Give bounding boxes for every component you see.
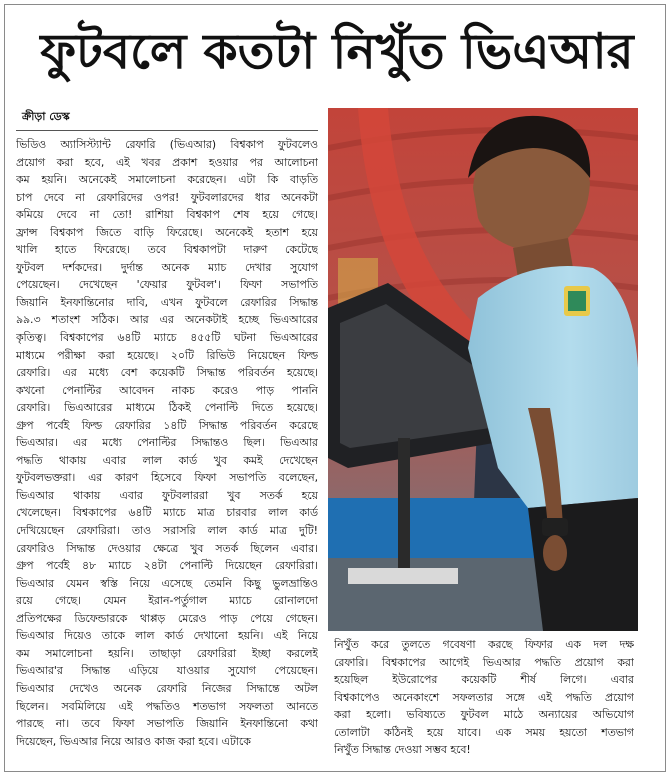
article-line: ফুটবলভক্তরা। এর কারণ হিসেবে ফিফা সভাপতি বলেছেন,: [16, 471, 318, 485]
article-line: কম সমালোচনা হয়নি। তাছাড়া রেফারিরা ইচ্ছা করলেই: [16, 646, 318, 660]
article-body-left-column: [16, 136, 318, 766]
article-line: ভিডিও অ্যাসিস্ট্যান্ট রেফারি (ভিএআর) বিশ্বকাপ ফুটবলেও: [16, 138, 318, 151]
article-line: জিয়ানি ইনফান্তিনোর দাবি, এখন ফুটবলে রেফারির সিদ্ধান্ত: [16, 295, 318, 309]
article-line: খেলেছেন। বিশ্বকাপের ৬৪টি ম্যাচে মাত্র চারবার লাল কার্ড: [16, 506, 318, 520]
article-photo: [328, 108, 638, 631]
headline: ফুটবলে কতটা নিখুঁত ভিএআর: [40, 23, 634, 80]
article-line: ভিএআর দেখেও অনেক রেফারি নিজের সিদ্ধান্তে অটল: [16, 681, 318, 695]
article-line: ভিএআর যেমন স্বস্তি নিয়ে এসেছে তেমনি কিছু ভুলভ্রান্তিও: [16, 576, 318, 590]
article-line: কম হয়নি। অনেকেই সমালোচনা করেছেন। এটা কি বাড়তি: [16, 173, 318, 187]
article-line: ভিএআর'র সিদ্ধান্ত এড়িয়ে যাওয়ার সুযোগ পেয়েছেন।: [16, 664, 318, 678]
article-line: নিখুঁত করে তুলতে গবেষণা করছে ফিফার এক দল দক্ষ: [334, 638, 634, 651]
article-line: কখনো পেনাল্টির আবেদন নাকচ করেও পাড় পাননি: [16, 383, 318, 397]
article-line: ভিএআর থাকায় এবার ফুটবলাররা খুব সতর্ক হয়ে: [16, 488, 318, 502]
article-line: গ্রুপ পর্বেই ৪৮ ম্যাচে ২৪টা পেনাল্টি দিয়েছেন রেফারিরা।: [16, 559, 318, 573]
article-line: প্রয়োগ করা হবে, এই খবর প্রকাশ হওয়ার পর আলোচনা: [16, 155, 318, 169]
article-line: চাপ দেবে না রেফারিদের ওপর! ফুটবলারদের ধার অনেকটা: [16, 190, 318, 204]
article-line: নিখুঁত সিদ্ধান্ত দেওয়া সম্ভব হবে!: [334, 743, 471, 757]
article-line: তোলাটা কঠিনই হয়ে যাবে। এক সময় হয়তো শতভাগ: [334, 725, 634, 739]
article-line: পেয়েছেন। দেখেছেন 'ফেয়ার ফুটবল'। ফিফা সভাপতি: [16, 278, 318, 292]
article-line: ভিএআর দিয়েও তাকে লাল কার্ড দেখানো হয়নি। এই নিয়ে: [16, 629, 318, 643]
article-line: হয়েছিল ইউরোপের কয়েকটি শীর্ষ লিগে। এবার: [334, 673, 634, 687]
article-line: ৯৯.৩ শতাংশ সঠিক। আর এর অনেকটাই হচ্ছে ভিএআরের: [16, 313, 318, 327]
article-line: ছিলেন। সবমিলিয়ে এই পদ্ধতিও শতভাগ সফলতা আনতে: [16, 699, 318, 713]
article-line: প্রতিপক্ষের ডিফেন্ডারকে থাপ্পড় মেরেও পাড় পেয়ে গেছেন।: [16, 611, 318, 625]
article-line: রেফারি। বিশ্বকাপের আগেই ভিএআর পদ্ধতি প্রয়োগ করা: [334, 655, 634, 669]
article-line: ভিএআর। এর মধ্যে পেনাল্টির সিদ্ধান্তও ছিল। ভিএআর: [16, 436, 318, 450]
byline-divider: [16, 130, 318, 131]
article-line: রেফারি। ভিএআরের মাধ্যমে ঠিকই পেনাল্টি দিতে হয়েছে।: [16, 401, 318, 415]
article-line: দিয়েছেন, ভিএআর নিয়ে আরও কাজ করা হবে। এটাকে: [16, 734, 251, 748]
article-line: বিশ্বকাপেও অনেকাংশে সফলতার সঙ্গে এই পদ্ধতি প্রয়োগ: [334, 690, 634, 704]
article-line: করা হলো। ভবিষ্যতে ফুটবল মাঠে অন্যায়ের অভিযোগ: [334, 708, 634, 722]
referee-var-photo: [328, 108, 638, 631]
article-line: খালি হাতে ফিরেছে। তবে বিশ্বকাপটা দারুণ কেটেছে: [16, 243, 318, 257]
article-line: দেখিয়েছেন রেফারিরা। তাও সরাসরি লাল কার্ড মাত্র দুটি!: [16, 524, 318, 538]
byline: ক্রীড়া ডেস্ক: [22, 110, 70, 123]
article-line: পদ্ধতি থাকায় এবার লাল কার্ড খুব কমই দেখেছেন: [16, 453, 318, 467]
article-line: রেফারিও সিদ্ধান্ত দেওয়ার ক্ষেত্রে খুব সতর্ক ছিলেন এবার।: [16, 541, 318, 555]
article-line: রেফারি। এর মধ্যে বেশ কয়েকটি সিদ্ধান্ত পরিবর্তন হয়েছে।: [16, 366, 318, 380]
article-line: কমিয়ে দেবে না তো! রাশিয়া বিশ্বকাপ শেষ হয়ে গেছে।: [16, 208, 318, 222]
article-line: পারছে না। তবে ফিফা সভাপতি জিয়ানি ইনফান্তিনো কথা: [16, 717, 318, 731]
article-line: রয়ে গেছে। যেমন ইরান-পর্তুগাল ম্যাচে রোনালদো: [16, 594, 318, 608]
article-line: মাধ্যমে পরীক্ষা করা হয়েছে। ২০টি রিভিউ নিয়েছেন ফিল্ড: [16, 348, 318, 362]
article-line: ফ্রান্স বিশ্বকাপ জিতে বাড়ি ফিরেছে। অনেকেই হতাশ হয়ে: [16, 225, 318, 239]
article-line: কৃতিত্ব। বিশ্বকাপের ৬৪টি ম্যাচে ৪৫৫টি ঘটনা ভিএআরের: [16, 331, 318, 345]
article-body-right-column: [334, 636, 634, 766]
article-line: ফুটবল দর্শকদের। দুর্দান্ত অনেক ম্যাচ দেখার সুযোগ: [16, 260, 318, 274]
article-line: গ্রুপ পর্বেই ফিল্ড রেফারির ১৪টি সিদ্ধান্ত পরিবর্তন করেছে: [16, 418, 318, 432]
